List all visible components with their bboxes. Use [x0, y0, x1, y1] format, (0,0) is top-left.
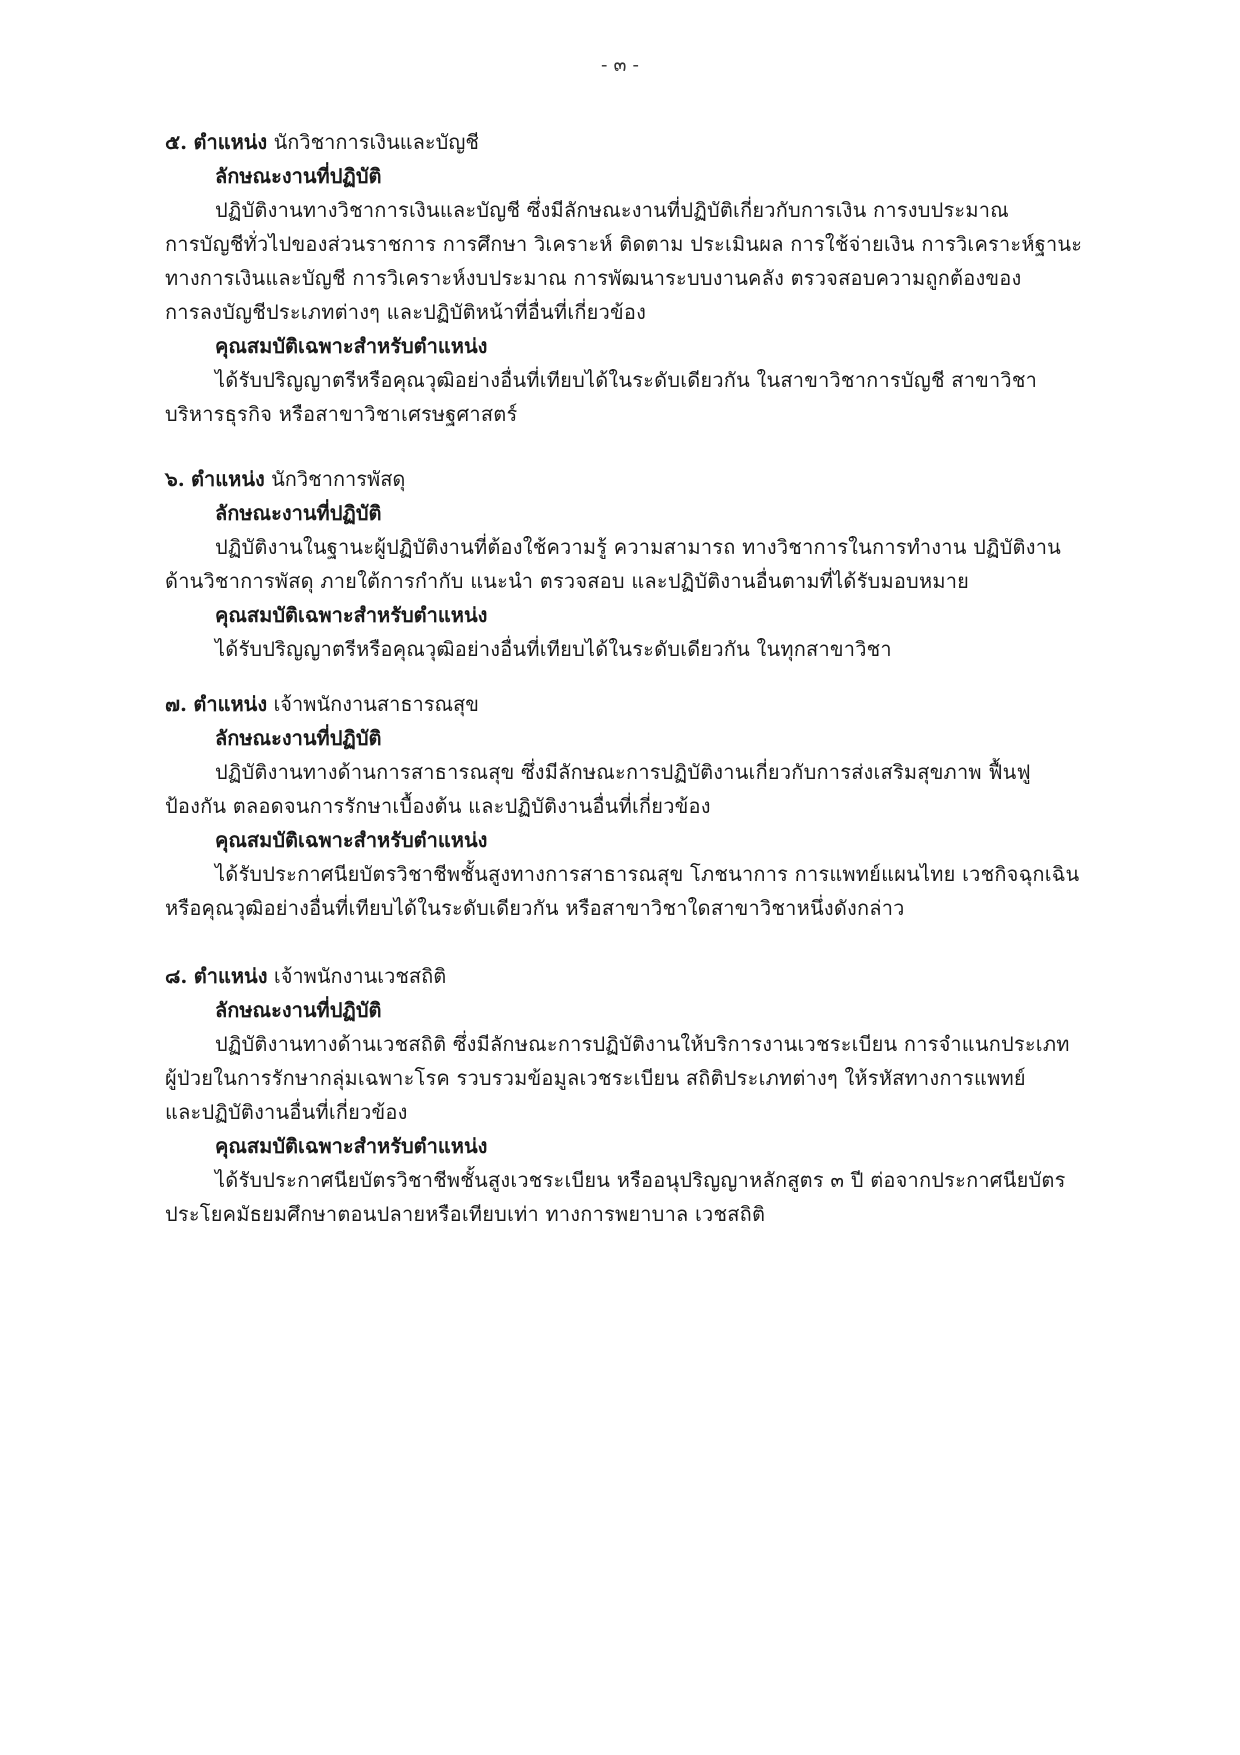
position-title: นักวิชาการพัสดุ	[271, 467, 406, 491]
position-number: ๘.	[165, 964, 188, 988]
position-number: ๖.	[165, 467, 185, 491]
qualifications-text-line: หรือคุณวุฒิอย่างอื่นที่เทียบได้ในระดับเดียวกัน หรือสาขาวิชาใดสาขาวิชาหนึ่งดังกล่าว	[165, 896, 905, 920]
qualifications-text-line: บริหารธุรกิจ หรือสาขาวิชาเศรษฐศาสตร์	[165, 402, 518, 426]
page-number: - ๓ -	[601, 54, 639, 76]
duties-heading: ลักษณะงานที่ปฏิบัติ	[215, 164, 382, 188]
qualifications-heading: คุณสมบัติเฉพาะสำหรับตำแหน่ง	[215, 603, 488, 627]
position-label: ตำแหน่ง	[193, 964, 268, 988]
qualifications-heading: คุณสมบัติเฉพาะสำหรับตำแหน่ง	[215, 334, 488, 358]
duties-text-line: และปฏิบัติงานอื่นที่เกี่ยวข้อง	[165, 1100, 408, 1124]
position-label: ตำแหน่ง	[193, 692, 268, 716]
position-title: เจ้าพนักงานเวชสถิติ	[273, 964, 447, 988]
duties-text-line: ผู้ป่วยในการรักษากลุ่มเฉพาะโรค รวบรวมข้อมูลเวชระเบียน สถิติประเภทต่างๆ ให้รหัสทางการแพทย์	[165, 1066, 1026, 1090]
position-number: ๗.	[165, 692, 188, 716]
position-heading	[165, 465, 405, 499]
duties-heading: ลักษณะงานที่ปฏิบัติ	[215, 998, 382, 1022]
qualifications-heading: คุณสมบัติเฉพาะสำหรับตำแหน่ง	[215, 1134, 488, 1158]
position-label: ตำแหน่ง	[191, 467, 265, 491]
position-title: นักวิชาการเงินและบัญชี	[273, 130, 479, 154]
duties-text-line: การบัญชีทั่วไปของส่วนราชการ การศึกษา วิเคราะห์ ติดตาม ประเมินผล การใช้จ่ายเงิน การวิเคราะห์ฐานะ	[165, 232, 1083, 256]
duties-text-line: ปฏิบัติงานทางด้านการสาธารณสุข ซึ่งมีลักษณะการปฏิบัติงานเกี่ยวกับการส่งเสริมสุขภาพ ฟื้นฟู	[215, 760, 1031, 784]
position-label: ตำแหน่ง	[193, 130, 268, 154]
duties-text-line: ปฏิบัติงานทางวิชาการเงินและบัญชี ซึ่งมีลักษณะงานที่ปฏิบัติเกี่ยวกับการเงิน การงบประมาณ	[215, 198, 1009, 222]
position-number: ๕.	[165, 130, 188, 154]
duties-text-line: ปฏิบัติงานในฐานะผู้ปฏิบัติงานที่ต้องใช้ความรู้ ความสามารถ ทางวิชาการในการทำงาน ปฏิบัติงาน	[215, 535, 1062, 559]
qualifications-text-line: ได้รับประกาศนียบัตรวิชาชีพชั้นสูงเวชระเบียน หรืออนุปริญญาหลักสูตร ๓ ปี ต่อจากประกาศนียบัตร	[215, 1168, 1066, 1192]
duties-text-line: ป้องกัน ตลอดจนการรักษาเบื้องต้น และปฏิบัติงานอื่นที่เกี่ยวข้อง	[165, 794, 711, 818]
position-heading	[165, 962, 446, 996]
position-title: เจ้าพนักงานสาธารณสุข	[273, 692, 479, 716]
duties-text-line: ปฏิบัติงานทางด้านเวชสถิติ ซึ่งมีลักษณะการปฏิบัติงานให้บริการงานเวชระเบียน การจำแนกประเภท	[215, 1032, 1070, 1056]
duties-text-line: ทางการเงินและบัญชี การวิเคราะห์งบประมาณ การพัฒนาระบบงานคลัง ตรวจสอบความถูกต้องของ	[165, 266, 1022, 290]
qualifications-text-line: ได้รับประกาศนียบัตรวิชาชีพชั้นสูงทางการสาธารณสุข โภชนาการ การแพทย์แผนไทย เวชกิจฉุกเฉิน	[215, 862, 1080, 886]
qualifications-heading: คุณสมบัติเฉพาะสำหรับตำแหน่ง	[215, 828, 488, 852]
qualifications-text-line: ประโยคมัธยมศึกษาตอนปลายหรือเทียบเท่า ทางการพยาบาล เวชสถิติ	[165, 1202, 766, 1226]
qualifications-text-line: ได้รับปริญญาตรีหรือคุณวุฒิอย่างอื่นที่เทียบได้ในระดับเดียวกัน ในทุกสาขาวิชา	[215, 637, 892, 661]
duties-text-line: ด้านวิชาการพัสดุ ภายใต้การกำกับ แนะนำ ตรวจสอบ และปฏิบัติงานอื่นตามที่ได้รับมอบหมาย	[165, 569, 970, 593]
duties-heading: ลักษณะงานที่ปฏิบัติ	[215, 501, 382, 525]
duties-text-line: การลงบัญชีประเภทต่างๆ และปฏิบัติหน้าที่อื่นที่เกี่ยวข้อง	[165, 300, 647, 324]
duties-heading: ลักษณะงานที่ปฏิบัติ	[215, 726, 382, 750]
qualifications-text-line: ได้รับปริญญาตรีหรือคุณวุฒิอย่างอื่นที่เทียบได้ในระดับเดียวกัน ในสาขาวิชาการบัญชี สาขาวิชา	[215, 368, 1038, 392]
position-heading	[165, 128, 479, 162]
position-heading	[165, 690, 479, 724]
